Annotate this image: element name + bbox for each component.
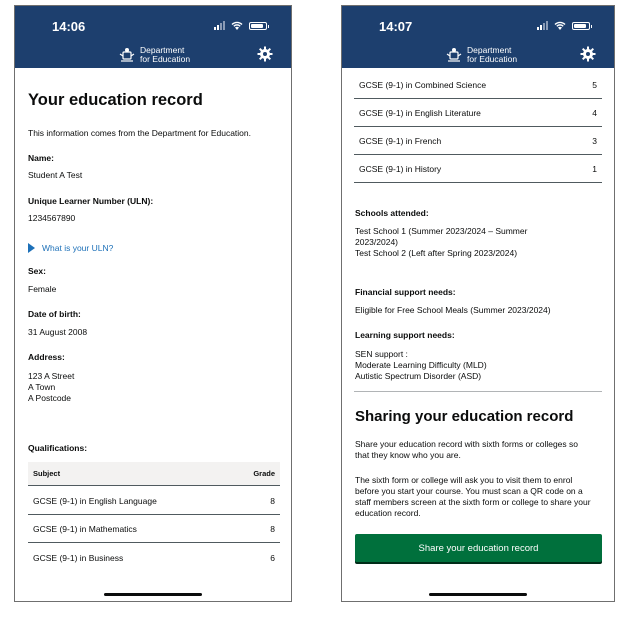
school-entry-cont: 2023/2024) (355, 237, 399, 247)
name-value: Student A Test (28, 170, 83, 180)
subject-cell: GCSE (9-1) in Combined Science (359, 80, 487, 90)
battery-icon (249, 22, 267, 30)
table-row (28, 488, 280, 515)
sharing-line: Share your education record with sixth forms or colleges so (355, 439, 578, 449)
home-indicator[interactable] (104, 593, 202, 596)
learning-label: Learning support needs: (355, 330, 455, 340)
subject-cell: GCSE (9-1) in English Language (33, 496, 157, 506)
sex-value: Female (28, 284, 57, 294)
grade-cell: 8 (270, 496, 275, 506)
grade-cell: 1 (592, 164, 597, 174)
signal-icon (537, 21, 548, 30)
school-entry: Test School 2 (Left after Spring 2023/2024) (355, 248, 518, 258)
crest-icon (445, 47, 463, 63)
learning-line: Moderate Learning Difficulty (MLD) (355, 360, 487, 370)
subject-cell: GCSE (9-1) in History (359, 164, 442, 174)
grade-cell: 6 (270, 552, 275, 563)
table-row (354, 72, 602, 99)
sharing-title: Sharing your education record (355, 408, 574, 425)
address-label: Address: (28, 352, 65, 362)
status-time: 14:06 (52, 19, 86, 34)
grade-cell: 4 (592, 108, 597, 118)
schools-list (355, 226, 527, 259)
dept-line2: for Education (140, 54, 191, 64)
sharing-line: education record. (355, 508, 421, 518)
wifi-icon (554, 21, 566, 30)
learning-value (355, 349, 487, 382)
gear-icon[interactable] (580, 46, 596, 62)
uln-link-label: What is your ULN? (42, 243, 114, 253)
address-line: A Town (28, 382, 56, 392)
sharing-paragraph-1 (355, 439, 578, 461)
dfe-logo (445, 46, 517, 64)
table-row (28, 544, 280, 571)
financial-label: Financial support needs: (355, 287, 456, 297)
app-header (15, 6, 291, 68)
share-record-button[interactable]: Share your education record (355, 534, 602, 562)
school-entry: Test School 1 (Summer 2023/2024 – Summer (355, 226, 528, 236)
table-row (28, 516, 280, 543)
status-time: 14:07 (379, 19, 413, 34)
subject-cell: GCSE (9-1) in Business (33, 552, 124, 563)
page-title: Your education record (28, 91, 203, 109)
learning-line: Autistic Spectrum Disorder (ASD) (355, 371, 482, 381)
sharing-paragraph-2 (355, 475, 591, 519)
left-phone-screen (14, 5, 292, 602)
status-icons (537, 21, 590, 30)
financial-value: Eligible for Free School Meals (Summer 2023/2024) (355, 305, 551, 315)
table-row (354, 128, 602, 155)
record-content (342, 68, 614, 601)
gear-icon[interactable] (257, 46, 273, 62)
signal-icon (214, 21, 225, 30)
grade-cell: 5 (592, 80, 597, 90)
grade-header: Grade (253, 469, 275, 478)
intro-text: This information comes from the Department for Education. (28, 128, 251, 138)
wifi-icon (231, 21, 243, 30)
uln-label: Unique Learner Number (ULN): (28, 196, 154, 206)
crest-icon (118, 47, 136, 63)
dept-line1: Department (140, 45, 185, 55)
status-icons (214, 21, 267, 30)
record-content (15, 68, 291, 601)
triangle-right-icon (28, 243, 35, 253)
table-header (28, 462, 280, 486)
subject-cell: GCSE (9-1) in English Literature (359, 108, 481, 118)
grade-cell: 8 (270, 524, 275, 534)
sharing-line: that they know who you are. (355, 450, 461, 460)
grade-cell: 3 (592, 136, 597, 146)
sharing-line: before you start your course. You must scan a QR code on a (355, 486, 583, 496)
learning-line: SEN support : (355, 349, 408, 359)
dob-value: 31 August 2008 (28, 327, 88, 337)
subject-cell: GCSE (9-1) in Mathematics (33, 524, 137, 534)
sharing-line: staff members screen at the sixth form or college to share your (355, 497, 591, 507)
address-line: 123 A Street (28, 371, 75, 381)
battery-icon (572, 22, 590, 30)
dept-line1: Department (467, 45, 512, 55)
qualifications-label: Qualifications: (28, 443, 88, 453)
app-header (342, 6, 614, 68)
dob-label: Date of birth: (28, 309, 81, 319)
name-label: Name: (28, 153, 54, 163)
subject-cell: GCSE (9-1) in French (359, 136, 442, 146)
sex-label: Sex: (28, 266, 46, 276)
uln-details-link[interactable] (28, 243, 113, 253)
home-indicator[interactable] (429, 593, 527, 596)
table-row (354, 100, 602, 127)
dept-line2: for Education (467, 54, 518, 64)
address-line: A Postcode (28, 393, 72, 403)
section-divider (354, 391, 602, 392)
sharing-line: The sixth form or college will ask you to visit them to enrol (355, 475, 573, 485)
schools-label: Schools attended: (355, 208, 429, 218)
table-row (354, 156, 602, 183)
dfe-logo (118, 46, 190, 64)
address-value (28, 371, 74, 404)
uln-value: 1234567890 (28, 213, 76, 223)
right-phone-screen (341, 5, 615, 602)
subject-header: Subject (33, 469, 61, 478)
